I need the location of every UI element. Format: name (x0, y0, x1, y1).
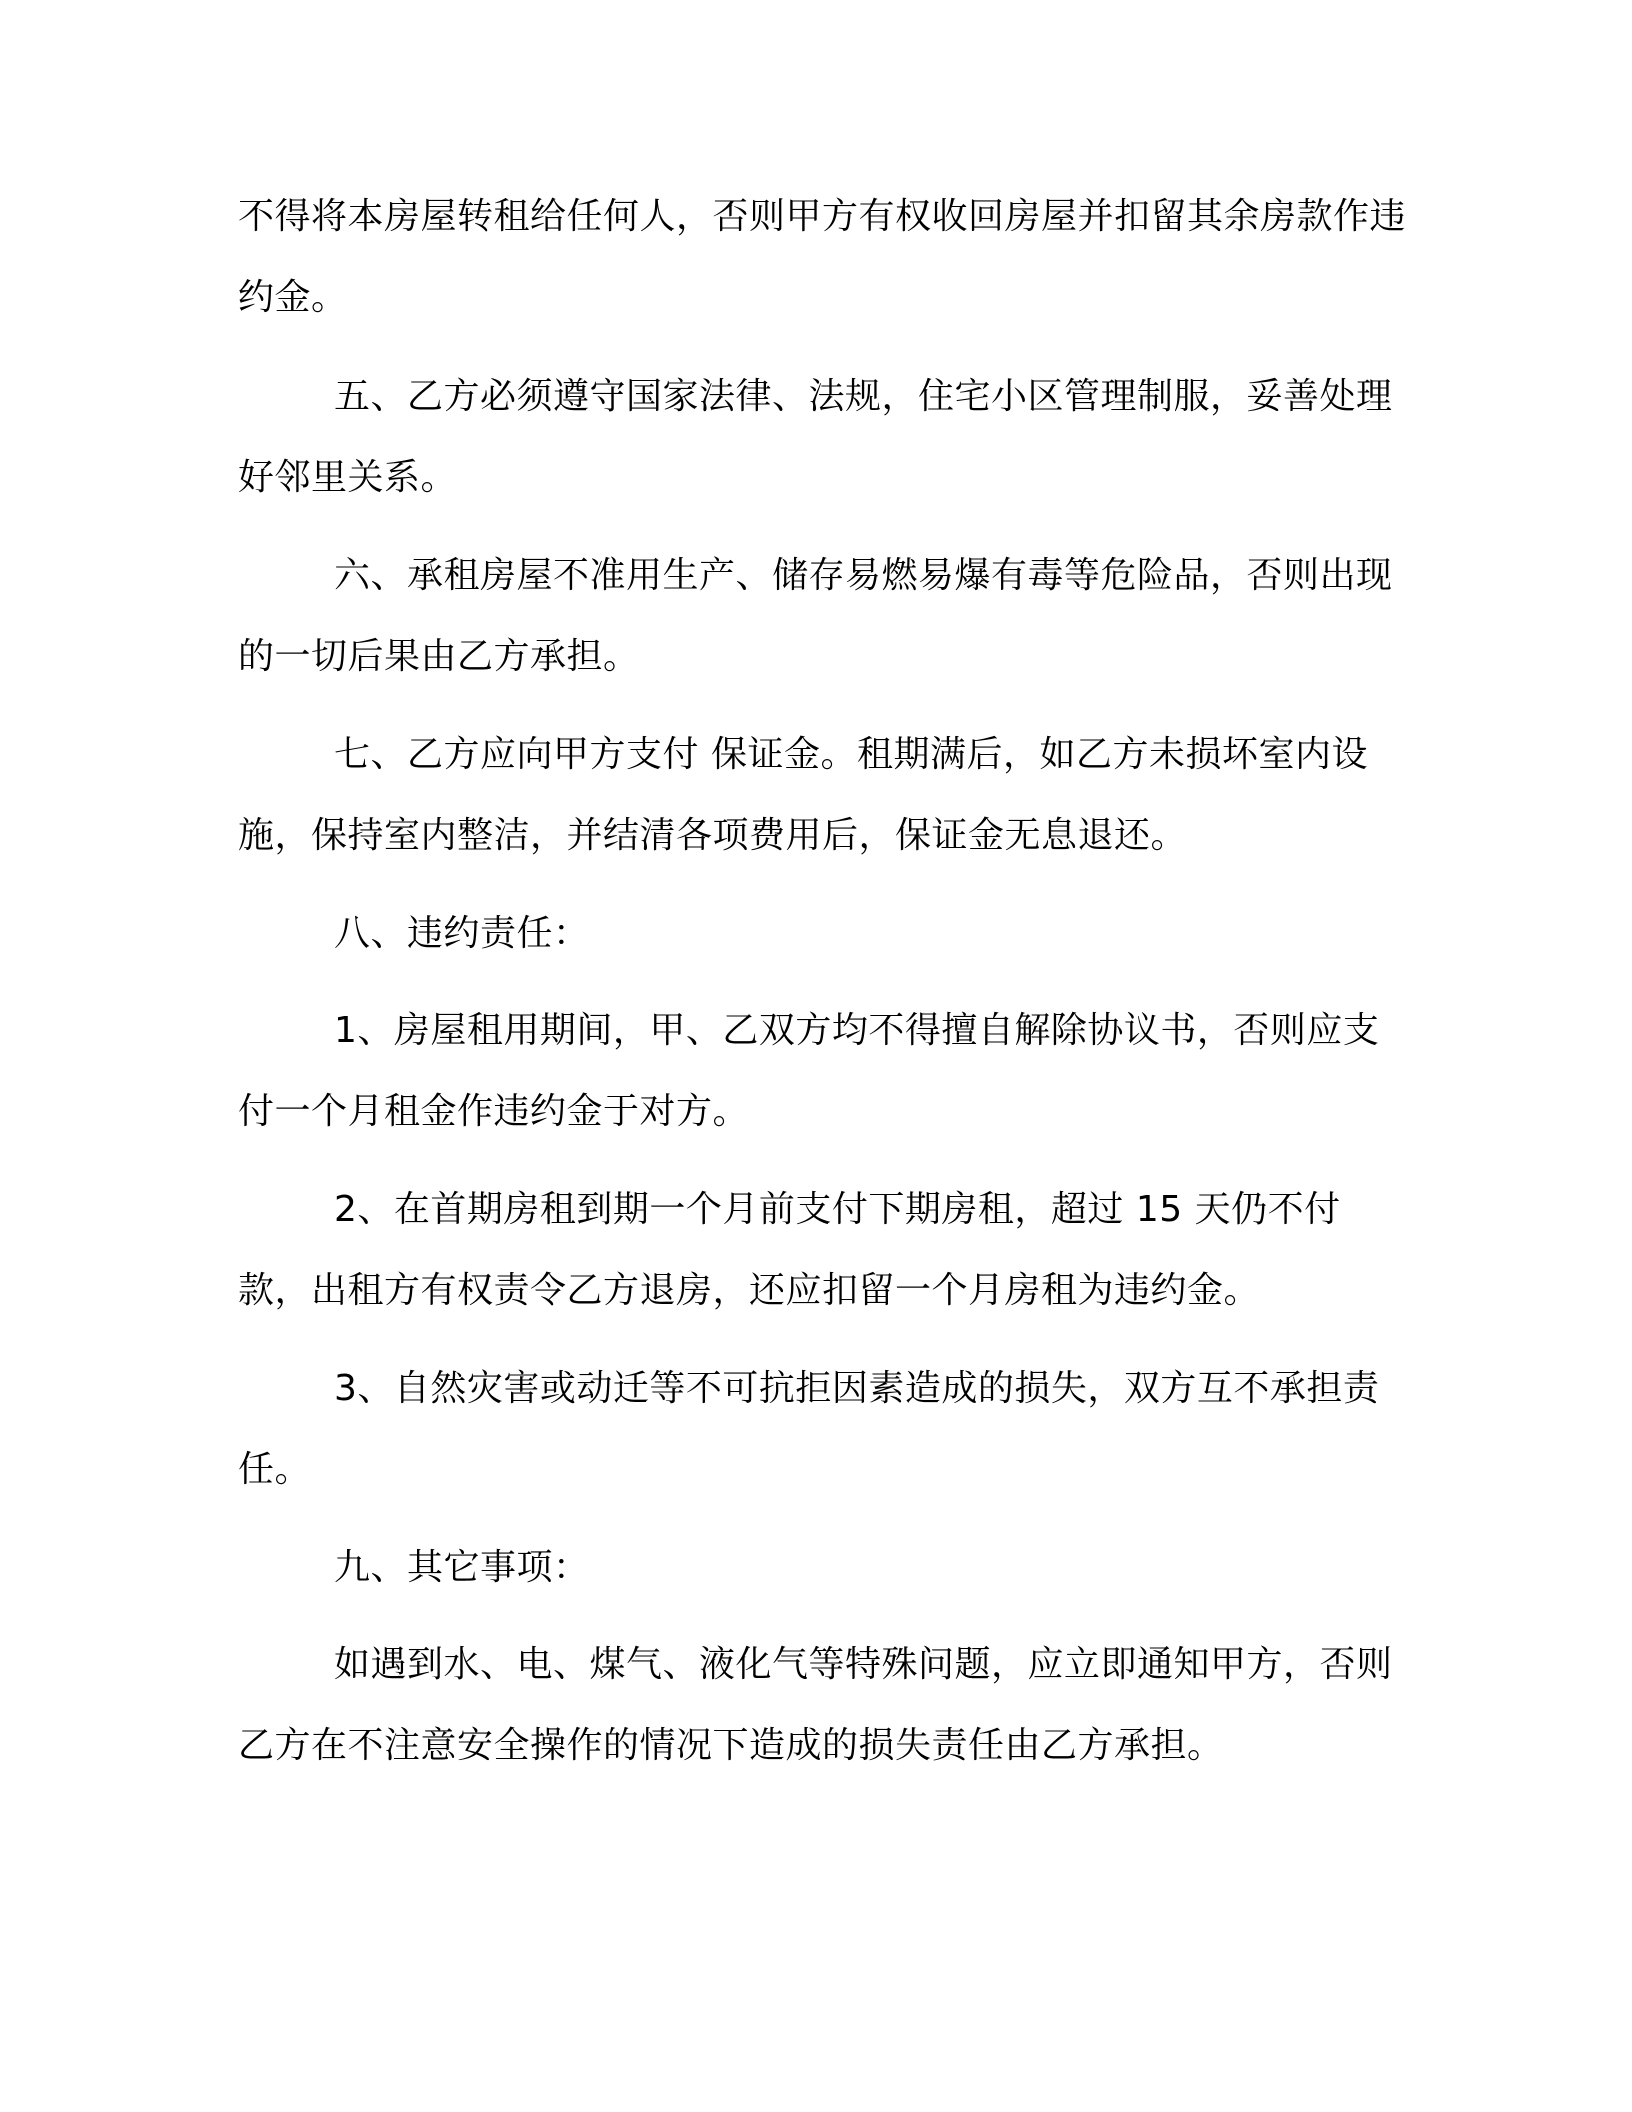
paragraph-clause-8-item-1: 1、房屋租用期间，甲、乙双方均不得擅自解除协议书，否则应支付一个月租金作违约金于对方。 (238, 1010, 1380, 1132)
paragraph-clause-8-item-3: 3、自然灾害或动迁等不可抗拒因素造成的损失，双方互不承担责任。 (238, 1368, 1380, 1490)
paragraph-clause-6: 六、承租房屋不准用生产、储存易燃易爆有毒等危险品，否则出现的一切后果由乙方承担。 (238, 555, 1393, 677)
paragraph-clause-9-heading: 九、其它事项： (334, 1547, 590, 1588)
paragraph-clause-8-item-2: 2、在首期房租到期一个月前支付下期房租，超过 15 天仍不付款，出租方有权责令乙方退房，还应扣留一个月房租为违约金。 (238, 1189, 1341, 1311)
paragraph-continuation: 不得将本房屋转租给任何人，否则甲方有权收回房屋并扣留其余房款作违约金。 (238, 196, 1407, 318)
paragraph-clause-8-heading: 八、违约责任： (334, 913, 590, 954)
paragraph-clause-7: 七、乙方应向甲方支付 保证金。租期满后，如乙方未损坏室内设施，保持室内整洁，并结清各项费用后，保证金无息退还。 (238, 734, 1368, 856)
paragraph-clause-9-item: 如遇到水、电、煤气、液化气等特殊问题，应立即通知甲方，否则乙方在不注意安全操作的情况下造成的损失责任由乙方承担。 (238, 1644, 1393, 1766)
paragraph-clause-5: 五、乙方必须遵守国家法律、法规，住宅小区管理制服，妥善处理好邻里关系。 (238, 376, 1393, 498)
